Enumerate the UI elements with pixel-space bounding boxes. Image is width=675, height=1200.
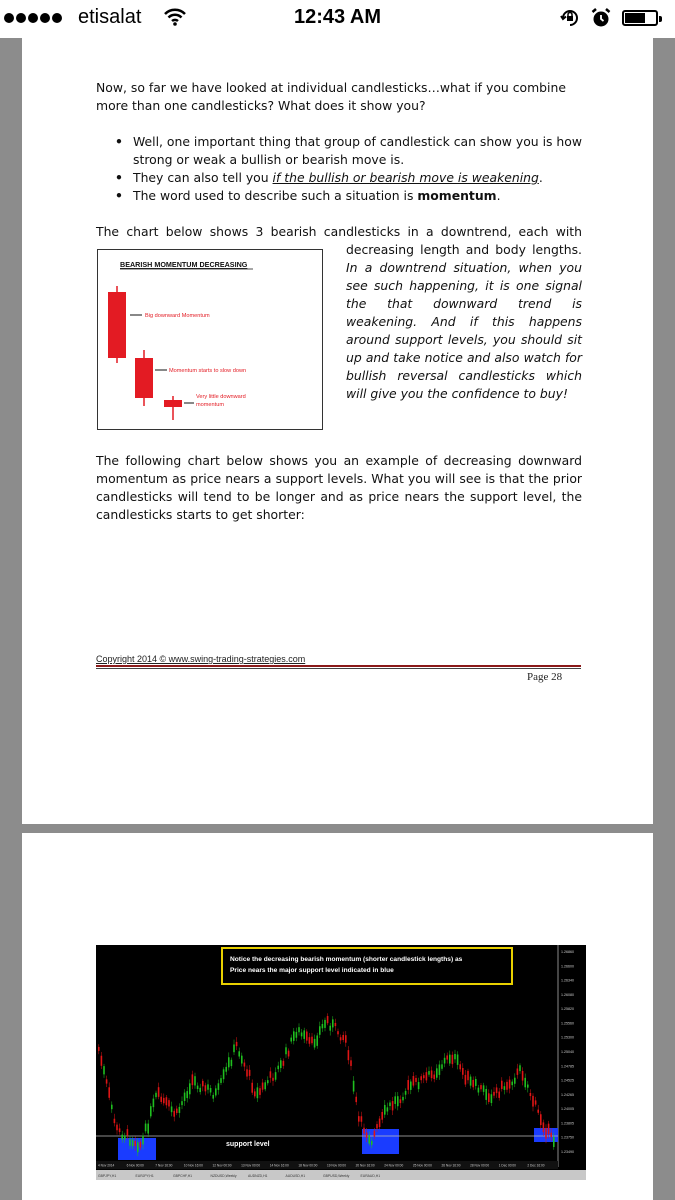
candle-body [459,1064,461,1069]
candle-body [413,1076,415,1086]
candle-body [316,1035,318,1045]
candle-body [322,1024,324,1028]
candle-body [405,1091,407,1095]
paragraph-2-wrapped [346,241,582,403]
candle-body [493,1092,495,1096]
candle-3-body [164,400,182,407]
candle-body [420,1076,422,1080]
candle-body [98,1047,100,1051]
candle-body [488,1093,490,1102]
candle-body [236,1042,238,1046]
symbol-tab[interactable]: EURAUD,H1 [360,1174,381,1178]
candle-body [368,1135,370,1143]
candle-body [319,1026,321,1035]
candle-body [355,1097,357,1102]
candle-body [233,1044,235,1052]
date-tick-label: 13 Nov 00:00 [241,1163,261,1168]
candle-body [519,1065,521,1071]
candle-body [171,1106,173,1112]
price-tick-label: 1.26860 [561,950,574,954]
candle-body [537,1110,539,1113]
candle-body [220,1078,222,1083]
candle-body [192,1074,194,1085]
candle-body [324,1020,326,1028]
candle-body [454,1054,456,1059]
candle-body [241,1056,243,1064]
candle-body [410,1082,412,1090]
candle-body [301,1032,303,1036]
candle-body [176,1109,178,1113]
document-page-28 [22,38,653,824]
candle-body [522,1071,524,1081]
candle-body [361,1116,363,1122]
candle-body [433,1075,435,1079]
candle-body [114,1119,116,1123]
candle-body [392,1101,394,1110]
paragraph-2-first-line: The chart below shows 3 bearish candlesticks in a downtrend, each with [96,224,582,239]
candle-body [327,1016,329,1023]
candle-body [342,1035,344,1040]
diagram-title: BEARISH MOMENTUM DECREASING [120,260,248,269]
bullet-icon: • [115,188,123,203]
candle-body [150,1106,152,1116]
footer-divider-thin [96,668,581,669]
date-tick-label: 18 Nov 00:00 [298,1163,318,1168]
candle-body [496,1087,498,1093]
candle-body [155,1093,157,1097]
candle-body [402,1097,404,1100]
date-tick-label: 28 Nov 00:00 [470,1163,490,1168]
candle-body [275,1072,277,1080]
candle-body [244,1063,246,1067]
candle-body [462,1068,464,1075]
candle-body [231,1060,233,1066]
candle-body [262,1083,264,1090]
candle-body [553,1137,555,1147]
candle-body [376,1124,378,1128]
candle-body [389,1103,391,1107]
candle-body [215,1088,217,1095]
label-little-momentum: Very little downward [196,394,246,400]
candle-2-body [135,358,153,398]
candle-1-body [108,292,126,358]
forex-chart-svg [96,945,586,1180]
candle-body [225,1067,227,1072]
footer-copyright: Copyright 2014 © www.swing-trading-strategies.com [96,654,306,664]
punctuation: . [538,170,543,185]
price-tick-label: 1.26340 [561,978,574,983]
candle-body [491,1094,493,1103]
candle-body [277,1066,279,1070]
candle-body [163,1098,165,1103]
candle-body [145,1124,147,1132]
candle-body [348,1050,350,1060]
candle-body [358,1116,360,1121]
price-tick-label: 1.24525 [561,1078,574,1083]
candle-body [207,1084,209,1089]
candle-body [472,1080,474,1087]
candle-body [254,1091,256,1096]
paragraph-2-italic: In a downtrend situation, when you see such happening, it is one signal the that downward trend is weakening. And if this happens around support levels, you should sit up and take notice and also watch for bullish reversal candlesticks which will give you the confidence to buy! [346,260,582,401]
candle-body [153,1099,155,1108]
candle-body [426,1072,428,1080]
candle-body [374,1131,376,1137]
candle-body [137,1142,139,1152]
carrier-name: etisalat [78,6,142,28]
date-tick-label: 24 Nov 00:00 [384,1163,404,1168]
price-tick-label: 1.25300 [561,1035,574,1040]
candle-body [498,1092,500,1098]
candle-body [309,1037,311,1044]
candle-body [407,1080,409,1090]
candle-body [485,1089,487,1100]
candle-body [197,1086,199,1089]
candle-body [501,1081,503,1089]
candle-body [285,1047,287,1054]
candle-body [506,1082,508,1090]
candle-body [431,1070,433,1078]
candle-body [199,1088,201,1092]
candle-body [337,1031,339,1034]
page-number: Page 28 [527,671,563,683]
bullet-icon: • [115,134,123,149]
price-tick-label: 1.24005 [561,1107,574,1112]
bearish-momentum-diagram [97,249,323,430]
candle-body [350,1060,352,1066]
candle-body [290,1038,292,1042]
list-item [96,187,582,205]
label-slow-down: Momentum starts to slow down [169,368,247,374]
candle-body [530,1093,532,1096]
symbol-tab[interactable]: AUDUSD,H1 [285,1174,306,1178]
symbol-tab[interactable]: GBPUSD,Weekly [323,1174,350,1178]
candle-body [550,1133,552,1137]
candle-body [140,1142,142,1148]
candle-body [205,1085,207,1091]
candle-body [446,1055,448,1059]
candle-body [366,1132,368,1137]
candle-body [439,1064,441,1074]
candle-body [166,1097,168,1105]
candle-body [371,1141,373,1145]
candle-body [415,1078,417,1082]
emphasized-text: if the bullish or bearish move is weakening [272,170,539,185]
price-tick-label: 1.25560 [561,1021,574,1026]
candle-body [444,1058,446,1064]
symbol-tab[interactable]: GBPJPY,H1 [98,1174,117,1178]
annotation-box [222,948,512,984]
forex-chart-screenshot [96,945,586,1180]
candle-body [134,1141,136,1146]
alarm-icon [590,7,612,29]
candle-body [418,1082,420,1089]
candle-body [509,1080,511,1089]
candle-body [202,1081,204,1087]
price-tick-label: 1.25040 [561,1050,574,1054]
date-tick-label: 12 Nov 00:00 [212,1163,232,1168]
candle-body [119,1128,121,1132]
label-big-momentum: Big downward Momentum [145,313,210,319]
list-item [96,133,582,169]
candle-body [108,1087,110,1098]
candle-body [335,1023,337,1026]
candle-body [257,1087,259,1098]
candle-body [423,1075,425,1078]
candle-body [186,1091,188,1098]
candle-body [545,1128,547,1139]
candle-body [475,1079,477,1086]
battery-icon [622,10,658,26]
candle-body [480,1085,482,1089]
candle-body [121,1135,123,1140]
candle-body [101,1056,103,1066]
candle-body [111,1105,113,1110]
candle-body [470,1077,472,1086]
candle-body [129,1139,131,1146]
price-tick-label: 1.26600 [561,964,574,969]
price-tick-label: 1.26080 [561,992,574,997]
candle-body [306,1032,308,1041]
candle-body [511,1082,513,1086]
date-tick-label: 2 Dec 16:00 [527,1163,545,1168]
candle-body [535,1100,537,1104]
candle-body [124,1135,126,1139]
candle-body [142,1135,144,1144]
date-tick-label: 25 Nov 00:00 [412,1163,432,1168]
symbol-tab[interactable]: EURJPY,H1 [135,1174,154,1178]
candle-body [223,1069,225,1079]
date-tick-label: 20 Nov 16:00 [355,1163,375,1168]
date-tick-label: 6 Nov 00:00 [126,1163,144,1168]
candle-body [478,1088,480,1093]
candle-body [280,1060,282,1068]
candle-body [194,1076,196,1085]
candle-body [457,1054,459,1064]
bullet-list [96,133,582,205]
price-tick-label: 1.23750 [561,1135,574,1140]
candle-body [394,1096,396,1104]
price-tick-label: 1.23805 [561,1121,574,1126]
punctuation: . [496,188,501,203]
date-tick-label: 7 Nov 16:00 [155,1163,173,1168]
candle-body [158,1087,160,1097]
candle-body [298,1027,300,1032]
candle-body [106,1079,108,1083]
support-zone-2 [362,1129,399,1154]
candle-body [467,1071,469,1080]
date-tick-label: 19 Nov 00:00 [327,1163,346,1168]
candle-body [212,1095,214,1099]
paragraph-2-normal: decreasing length and body lengths. [346,242,582,257]
clock: 12:43 AM [293,6,382,28]
paragraph-3: The following chart below shows you an example of decreasing downward momentum as price nears a support levels. What you will see is that the prior candlesticks will tend to be longer and as price nears the support level, the candlesticks starts to get shorter: [96,453,582,522]
candle-body [251,1083,253,1093]
candle-body [173,1111,175,1117]
candle-body [189,1083,191,1094]
date-tick-label: 10 Nov 16:00 [183,1163,203,1168]
candle-body [532,1096,534,1107]
candle-body [184,1093,186,1101]
candle-body [527,1085,529,1088]
candle-body [345,1035,347,1043]
candle-body [116,1125,118,1131]
candle-body [311,1037,313,1044]
candle-body [127,1129,129,1135]
candle-body [160,1097,162,1102]
candle-body [272,1078,274,1081]
candle-body [246,1069,248,1076]
date-tick-label: 4 Nov 2014 [98,1163,115,1168]
price-axis-ticks [561,950,574,1154]
candle-body [168,1100,170,1106]
candle-body [353,1081,355,1092]
candle-body [452,1055,454,1064]
document-page-29 [22,833,653,1200]
candle-body [540,1114,542,1125]
candle-body [465,1075,467,1085]
candle-body [397,1096,399,1106]
candle-body [332,1019,334,1027]
candle-body [428,1071,430,1075]
price-tick-label: 1.23490 [561,1150,574,1154]
candle-body [103,1066,105,1074]
candle-body [179,1107,181,1113]
bearish-momentum-svg [98,250,321,428]
candle-body [548,1124,550,1134]
candle-body [441,1064,443,1068]
candle-body [218,1083,220,1090]
bullet-text: Well, one important thing that group of candlestick can show you is how strong or weak a bullish or bearish move is. [133,134,582,167]
candle-body [267,1080,269,1083]
date-tick-label: 26 Nov 16:00 [441,1163,461,1168]
candle-body [288,1051,290,1057]
candle-body [449,1055,451,1064]
candle-body [381,1112,383,1120]
candle-body [387,1107,389,1111]
candle-body [264,1082,266,1089]
candle-body [524,1078,526,1087]
status-bar [0,0,675,38]
candle-body [514,1078,516,1084]
candle-body [132,1140,134,1147]
candle-body [379,1119,381,1127]
annotation-line-1: Notice the decreasing bearish momentum (shorter candlestick lengths) as [230,956,463,963]
footer-divider [96,665,581,667]
candle-body [238,1051,240,1056]
label-little-momentum-2: momentum [196,402,224,408]
intro-paragraph: Now, so far we have looked at individual candlesticks…what if you combine more than one candlesticks? What does it show you? [96,80,566,113]
support-level-label: support level [226,1141,270,1148]
candle-body [270,1071,272,1077]
price-tick-label: 1.24265 [561,1092,574,1097]
annotation-line-2: Price nears the major support level indicated in blue [230,967,394,974]
candle-body [147,1124,149,1134]
candle-body [249,1070,251,1076]
candle-body [400,1099,402,1103]
candle-body [340,1037,342,1040]
candle-body [210,1088,212,1092]
candle-body [363,1128,365,1134]
candle-body [296,1032,298,1038]
date-tick-label: 14 Nov 16:00 [269,1163,289,1168]
bullet-text: The word used to describe such a situation is [133,188,418,203]
symbol-tab[interactable]: NZDUSD,Weekly [210,1174,237,1178]
candle-body [504,1086,506,1090]
candle-body [283,1061,285,1066]
candle-body [517,1068,519,1074]
bullet-icon: • [115,170,123,185]
candle-body [314,1039,316,1048]
candle-body [436,1068,438,1077]
symbol-tab[interactable]: AUDNZD,H1 [248,1174,268,1178]
list-item [96,169,582,187]
price-tick-label: 1.24785 [561,1064,574,1069]
candle-body [228,1057,230,1067]
price-tick-label: 1.25820 [561,1007,574,1012]
bullet-text: They can also tell you [133,170,273,185]
candle-body [543,1122,545,1132]
date-tick-label: 1 Dec 00:00 [498,1163,516,1168]
rotation-lock-icon [559,7,581,29]
candle-body [384,1105,386,1115]
candle-body [483,1085,485,1092]
bold-term: momentum [417,188,497,203]
candle-body [303,1030,305,1039]
candle-body [293,1031,295,1041]
symbol-tab[interactable]: GBPCHF,H1 [173,1174,193,1178]
candle-body [181,1101,183,1105]
candle-body [259,1088,261,1095]
candle-body [329,1026,331,1031]
